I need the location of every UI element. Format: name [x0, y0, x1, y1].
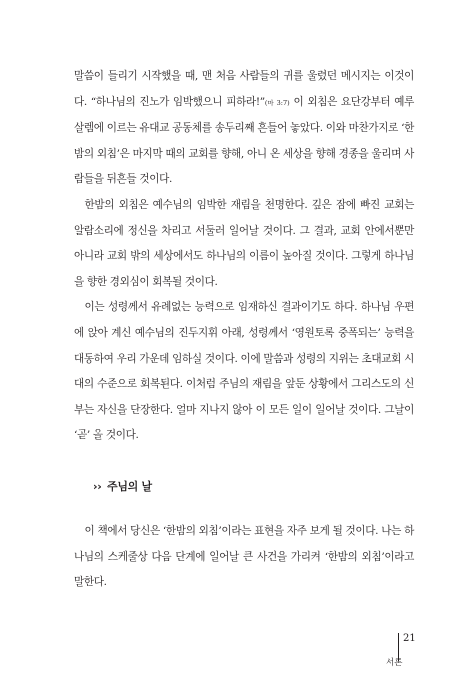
scripture-reference: (마 3:7)	[264, 98, 290, 107]
double-chevron-icon: ››	[93, 480, 102, 493]
paragraph-4: 이 책에서 당신은 ‘한밤의 외침’이라는 표현을 자주 보게 될 것이다. 나는 하나님의 스케줄상 다음 단계에 일어날 큰 사건을 가리켜 ‘한밤의 외침’이라고 말한다.	[74, 525, 414, 589]
running-footer-label: 서론	[386, 658, 403, 668]
section-heading	[93, 478, 152, 494]
main-text-block	[74, 64, 414, 449]
paragraph-1-text-b: 이 외침은 요단강부터 예루살렘에 이르는 유대교 공동체를 송두리째 흔들어 놓았다. 이와 마찬가지로 ‘한밤의 외침’은 마지막 때의 교회를 향해, 아니 온 세상을 향해 경종을 울리며 사람들을 뒤흔들 것이다.	[74, 95, 414, 186]
paragraph-3: 이는 성령께서 유례없는 능력으로 임재하신 결과이기도 하다. 하나님 우편에 앉아 계신 예수님의 진두지휘 아래, 성령께서 ‘영원토록 중폭되는’ 능력을 대동하여 우리 가운데 임하실 것이다. 이에 말씀과 성령의 지위는 초대교회 시대의 수준으로 회복된다. 이처럼 주님의 재림을 앞둔 상황에서 그리스도의 신부는 자신을 단장한다. 얼마 지나지 않아 이 모든 일이 일어날 것이다. 그날이 ‘곧’ 올 것이다.	[74, 301, 414, 442]
paragraph-1	[74, 64, 414, 193]
paragraph-2: 한밤의 외침은 예수님의 임박한 재림을 천명한다. 깊은 잠에 빠진 교회는 알람소리에 정신을 차리고 서둘러 일어날 것이다. 그 결과, 교회 안에서뿐만 아니라 교회 밖의 세상에서도 하나님의 이름이 높아질 것이다. 그렇게 하나님을 향한 경외심이 회복될 것이다.	[74, 198, 414, 288]
paragraph-1-text-a: 말씀이 들리기 시작했을 때, 맨 처음 사람들의 귀를 울렸던 메시지는 이것이다. “하나님의 진노가 임박했으니 피하라!”	[74, 70, 414, 108]
section-heading-title: 주님의 날	[107, 480, 152, 493]
section-text-block	[74, 519, 414, 596]
page-number: 21	[403, 633, 416, 644]
